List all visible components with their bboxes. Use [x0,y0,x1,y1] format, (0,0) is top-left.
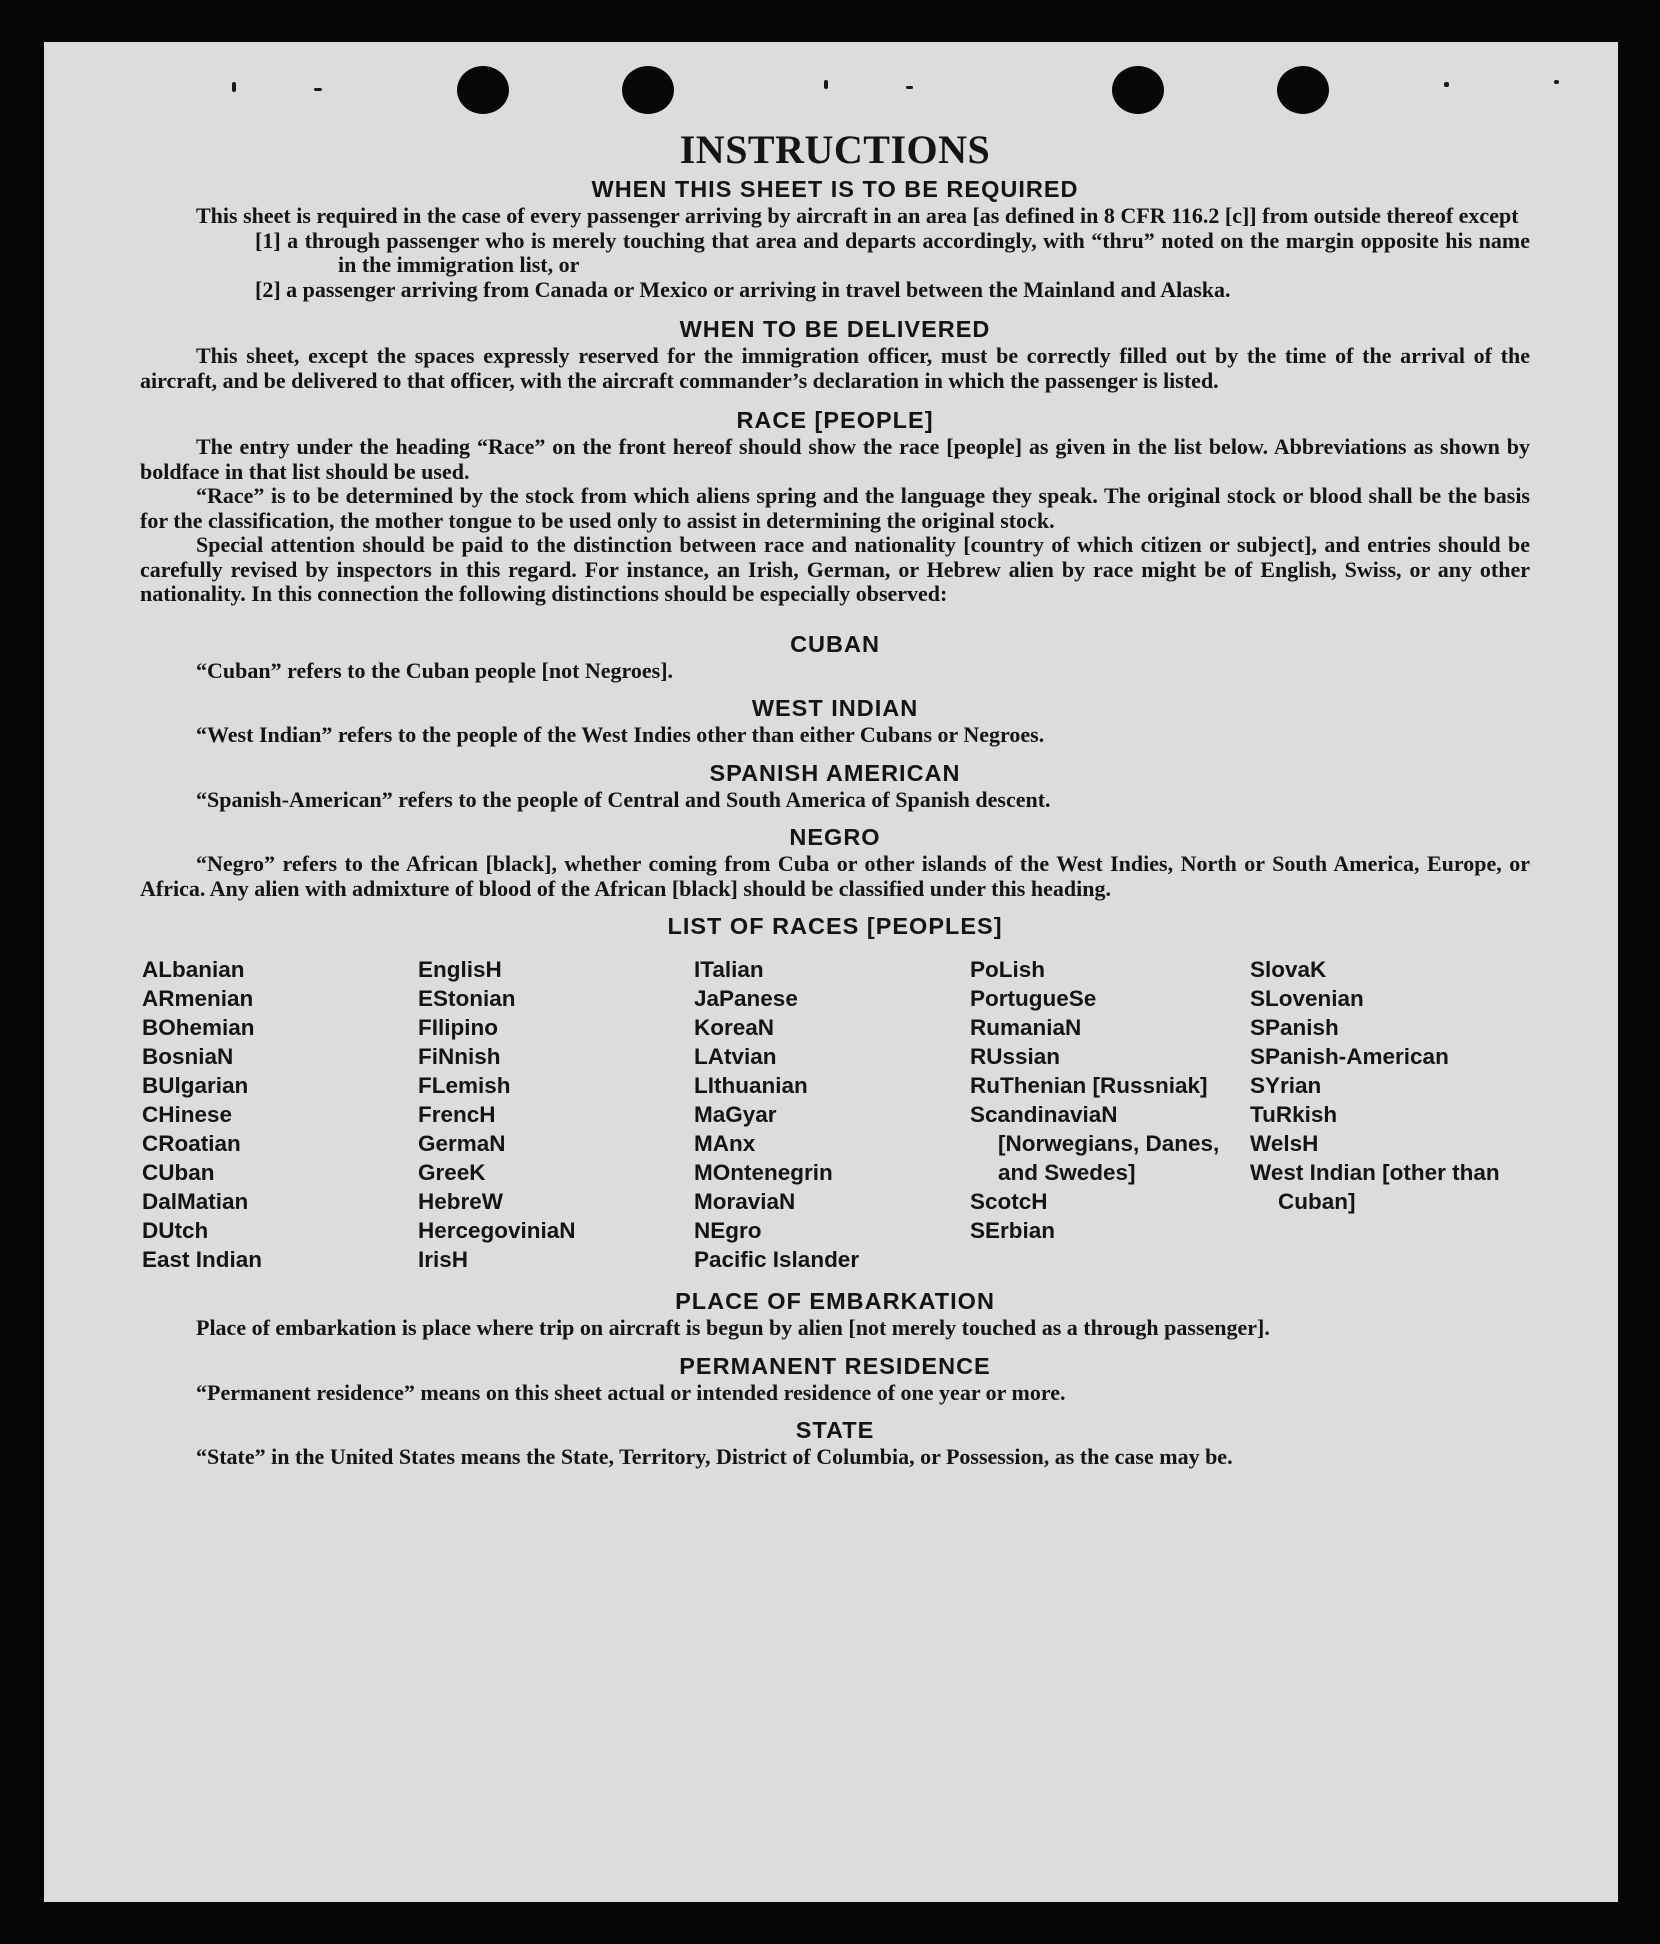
race-item: GermaN [418,1131,506,1156]
race-item: PoLish [970,957,1046,982]
race-column-3 [694,955,970,1274]
document-sheet [44,42,1618,1902]
race-item: HebreW [418,1189,504,1214]
race-item: CHinese [142,1102,233,1127]
heading-spanish-american: SPANISH AMERICAN [709,759,961,786]
punch-hole-4 [1277,66,1329,114]
race-item: DUtch [142,1218,209,1243]
race-item: RumaniaN [970,1015,1082,1040]
race-item: SPanish [1250,1015,1339,1040]
race-item: FIlipino [418,1015,498,1040]
race-item: ScandinaviaN [Norwegians, Danes, and Swedes] [970,1102,1220,1185]
race-item: WelsH [1250,1131,1319,1156]
race-item: BOhemian [142,1015,255,1040]
race-item: BUlgarian [142,1073,249,1098]
race-item: CRoatian [142,1131,241,1156]
negro-text: “Negro” refers to the African [black], whether coming from Cuba or other islands of the West Indies, North or South America, Europe, or Africa. Any alien with admixture of blood of the African [black] should be classified under this heading. [140,851,1530,901]
race-column-5 [1250,955,1530,1274]
race-item: GreeK [418,1160,486,1185]
speck [1554,80,1559,84]
exception-2: [2] a passenger arriving from Canada or Mexico or arriving in travel between the Mainland and Alaska. [255,276,1231,302]
race-item: RuThenian [Russniak] [970,1073,1208,1098]
punch-hole-2 [622,66,674,114]
heading-race: RACE [PEOPLE] [736,407,934,433]
required-intro: This sheet is required in the case of every passenger arriving by aircraft in an area [as defined in 8 CFR 116.2 [c]] from outside thereof except [196,203,1519,228]
speck [906,86,913,89]
race-item: MAnx [694,1131,756,1156]
race-paragraph-1: The entry under the heading “Race” on the front hereof should show the race [people] as given in the list below. Abbreviations as shown by boldface in that list should be used. [140,434,1530,484]
race-paragraph-3: Special attention should be paid to the distinction between race and nationality [country of which citizen or subject], and entries should be carefully revised by inspectors in this regard. For instance, an Irish, German, or Hebrew alien by race might be of English, Swiss, or any other nationality. In this connection the following distinctions should be especially observed: [140,532,1530,606]
residence-text: “Permanent residence” means on this sheet actual or intended residence of one year or more. [196,1379,1066,1405]
state-text: “State” in the United States means the State, Territory, District of Columbia, or Possession, as the case may be. [196,1444,1233,1469]
race-item: SLovenian [1250,986,1364,1011]
west-indian-text: “West Indian” refers to the people of the West Indies other than either Cubans or Negroes. [196,722,1045,747]
race-item: West Indian [other than Cuban] [1250,1160,1500,1214]
race-item: SlovaK [1250,957,1327,982]
race-item: ARmenian [142,986,254,1011]
race-item: Pacific Islander [694,1247,860,1272]
race-column-4 [970,955,1250,1274]
exception-1: [1] a through passenger who is merely touching that area and departs accordingly, with “thru” noted on the margin opposite his name in the immigration list, or [255,227,1530,277]
embarkation-text: Place of embarkation is place where trip on aircraft is begun by alien [not merely touched as a through passenger]. [196,1315,1270,1340]
speck [232,82,236,92]
heading-when-required: WHEN THIS SHEET IS TO BE REQUIRED [591,176,1079,202]
race-item: PortugueSe [970,986,1097,1011]
race-item: IrisH [418,1247,469,1272]
race-item: BosniaN [142,1044,234,1069]
delivered-text: This sheet, except the spaces expressly reserved for the immigration officer, must be correctly filled out by the time of the arrival of the aircraft, and be delivered to that officer, with the aircraft commander’s declaration in which the passenger is listed. [140,343,1530,393]
race-item: MoraviaN [694,1189,796,1214]
race-list [142,955,1530,1274]
race-item: ALbanian [142,957,245,982]
speck [314,88,322,91]
race-item: CUban [142,1160,215,1185]
race-item: LAtvian [694,1044,777,1069]
race-column-2 [418,955,694,1274]
race-item: JaPanese [694,986,798,1011]
heading-place-of-embarkation: PLACE OF EMBARKATION [675,1288,995,1314]
race-item: FLemish [418,1073,511,1098]
page-title: INSTRUCTIONS [679,127,991,172]
race-item: SPanish-American [1250,1044,1449,1069]
race-item: SYrian [1250,1073,1322,1098]
race-column-1 [142,955,418,1274]
heading-state: STATE [795,1417,875,1443]
punch-hole-1 [457,66,509,114]
heading-list-of-races: LIST OF RACES [PEOPLES] [667,913,1003,939]
race-item: MaGyar [694,1102,777,1127]
race-item: FiNnish [418,1044,501,1069]
race-item: DalMatian [142,1189,249,1214]
race-item: SErbian [970,1218,1056,1243]
race-item: ScotcH [970,1189,1048,1214]
race-item: MOntenegrin [694,1160,833,1185]
instructions-content [140,126,1530,1470]
race-item: HercegoviniaN [418,1218,576,1243]
punch-hole-3 [1112,66,1164,114]
race-item: TuRkish [1250,1102,1338,1127]
race-item: RUssian [970,1044,1061,1069]
heading-cuban: CUBAN [790,630,880,657]
speck [824,80,828,89]
heading-west-indian: WEST INDIAN [751,695,919,721]
spanish-american-text: “Spanish-American” refers to the people of Central and South America of Spanish descent. [196,786,1051,812]
race-item: FrencH [418,1102,496,1127]
race-item: EStonian [418,986,516,1011]
race-item: NEgro [694,1218,762,1243]
race-item: LIthuanian [694,1073,808,1098]
cuban-text: “Cuban” refers to the Cuban people [not Negroes]. [196,657,674,683]
race-item: ITalian [694,957,764,982]
race-item: KoreaN [694,1015,775,1040]
speck [1444,82,1449,87]
race-item: EnglisH [418,957,502,982]
heading-permanent-residence: PERMANENT RESIDENCE [679,1352,991,1379]
race-paragraph-2: “Race” is to be determined by the stock from which aliens spring and the language they speak. The original stock or blood shall be the basis for the classification, the mother tongue to be used only to assist in determining the original stock. [140,483,1530,533]
race-item: East Indian [142,1247,263,1272]
heading-negro: NEGRO [789,824,881,850]
heading-when-delivered: WHEN TO BE DELIVERED [679,316,991,342]
